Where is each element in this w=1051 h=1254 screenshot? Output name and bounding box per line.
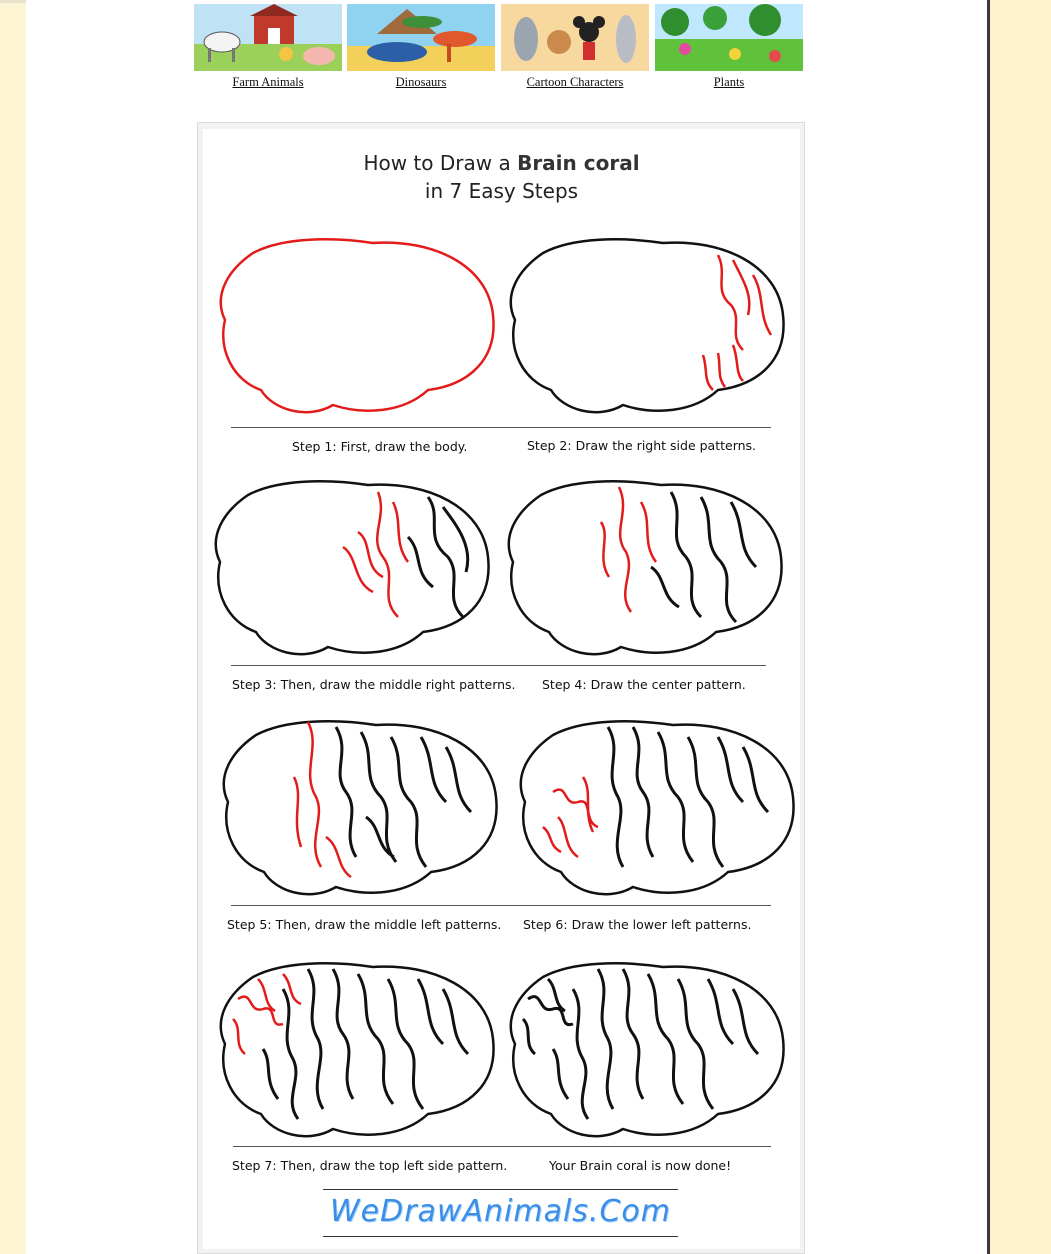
step-6-drawing [513, 717, 803, 902]
category-link-cartoon-characters[interactable]: Cartoon Characters [526, 75, 624, 89]
step-1-drawing [213, 235, 503, 420]
final-caption: Your Brain coral is now done! [549, 1158, 732, 1173]
cartoon-characters-thumbnail[interactable] [501, 4, 649, 71]
category-nav [194, 4, 804, 94]
page-margin-left [0, 0, 26, 1254]
divider-row-2 [231, 665, 766, 666]
divider-row-4 [233, 1146, 771, 1147]
category-cartoon-characters[interactable] [501, 4, 649, 90]
category-plants[interactable] [655, 4, 803, 90]
step-3-caption: Step 3: Then, draw the middle right patterns. [232, 677, 516, 692]
step-4-drawing [501, 477, 791, 662]
title-prefix: How to Draw a [363, 151, 511, 175]
dinosaurs-thumbnail[interactable] [347, 4, 495, 71]
category-link-plants[interactable]: Plants [713, 75, 745, 89]
site-logo [323, 1189, 678, 1237]
tutorial-subtitle: in 7 Easy Steps [424, 179, 579, 203]
category-link-dinosaurs[interactable]: Dinosaurs [395, 75, 447, 89]
step-3-drawing [208, 477, 498, 662]
page-margin-right [990, 0, 1051, 1254]
category-dinosaurs[interactable] [347, 4, 495, 90]
tutorial-title [203, 151, 800, 175]
tutorial-card [197, 122, 805, 1254]
step-4-caption: Step 4: Draw the center pattern. [542, 677, 746, 692]
step-5-caption: Step 5: Then, draw the middle left patterns. [227, 917, 502, 932]
title-subject: Brain coral [517, 151, 640, 175]
step-2-caption: Step 2: Draw the right side patterns. [527, 438, 757, 453]
category-farm-animals[interactable] [194, 4, 342, 90]
step-7-drawing [213, 959, 503, 1144]
step-7-caption: Step 7: Then, draw the top left side pattern. [232, 1158, 508, 1173]
tutorial-sheet [203, 129, 800, 1249]
final-drawing [503, 959, 793, 1144]
site-logo-text: WeDrawAnimals.Com [330, 1194, 671, 1229]
step-6-caption: Step 6: Draw the lower left patterns. [523, 917, 752, 932]
category-link-farm-animals[interactable]: Farm Animals [232, 75, 304, 89]
plants-thumbnail[interactable] [655, 4, 803, 71]
farm-animals-thumbnail[interactable] [194, 4, 342, 71]
divider-row-3 [231, 905, 771, 906]
step-5-drawing [216, 717, 506, 902]
step-2-drawing [503, 235, 793, 420]
step-1-caption: Step 1: First, draw the body. [292, 439, 468, 454]
divider-row-1 [231, 427, 771, 428]
